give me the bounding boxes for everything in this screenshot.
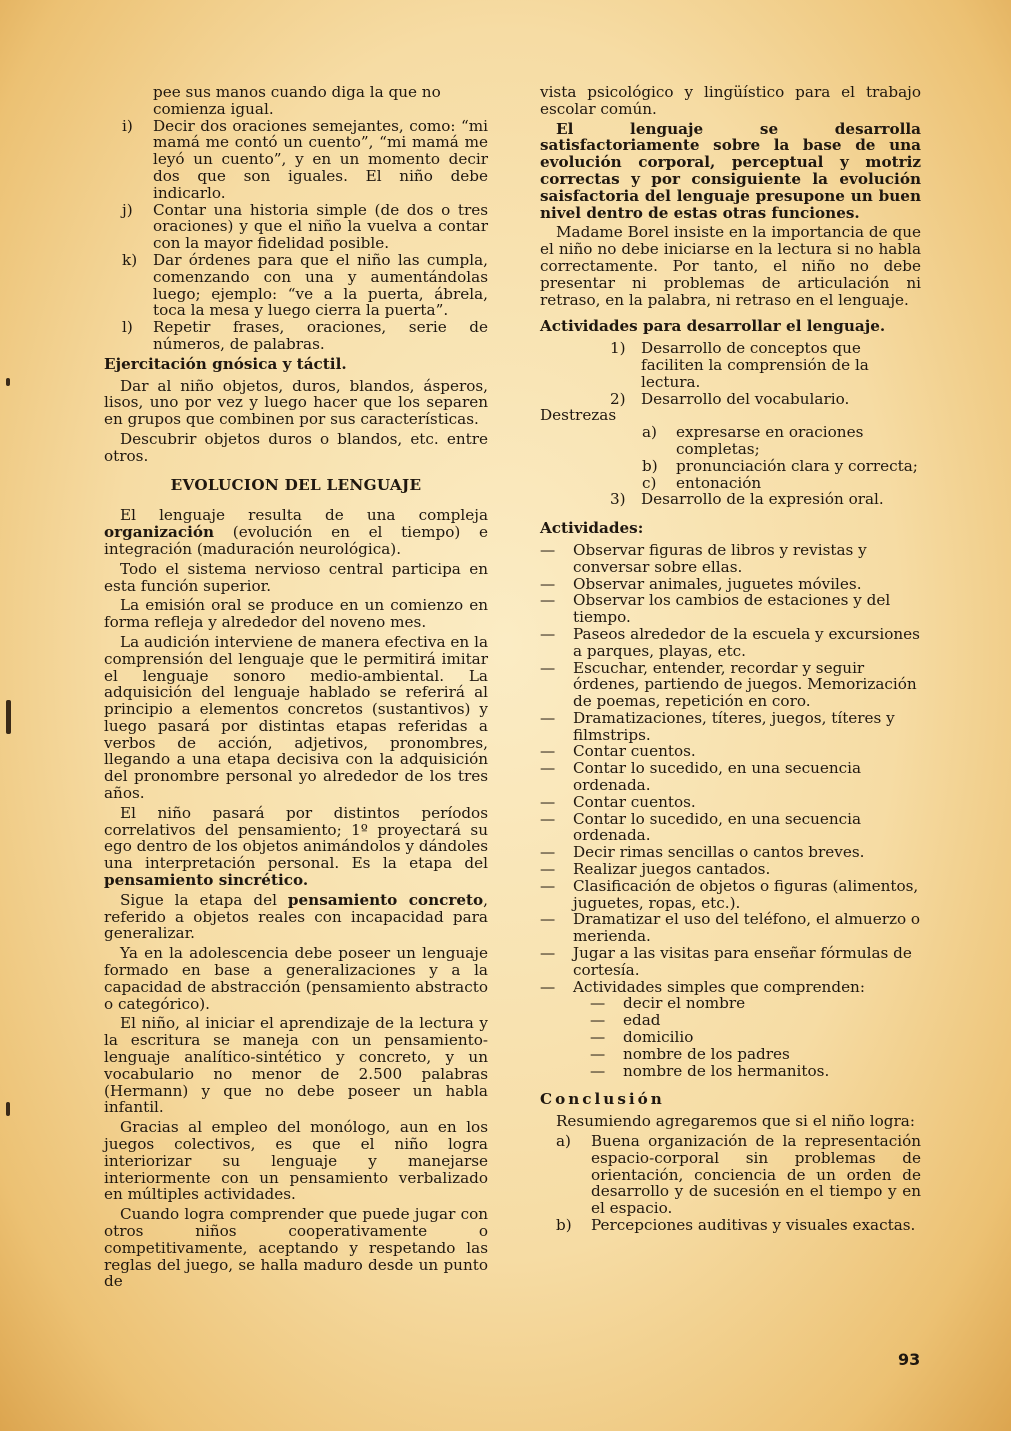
paragraph: Resumiendo agregaremos que si el niño logra: [556, 1112, 915, 1131]
sub-activity-item: — edad [590, 1011, 661, 1030]
activity-item: — Contar cuentos. [540, 792, 696, 811]
dash-label: — [590, 1028, 606, 1047]
paragraph: El lenguaje resulta de una compleja organización (evolución en el tiempo) e integración (maduración neurológica). [104, 506, 488, 558]
activity-item: — Contar lo sucedido, en una secuencia ordenada. [540, 759, 862, 795]
list-item-l [104, 319, 488, 353]
activity-item: — Contar lo sucedido, en una secuencia ordenada. [540, 809, 862, 845]
paragraph: Todo el sistema nervioso central participa en esta función superior. [104, 559, 488, 595]
paragraph: El niño, al iniciar el aprendizaje de la lectura y la escritura se maneja con un pensamiento-lenguaje analítico-sintético y concreto, y un vocabulario no menor de 2.500 palabras (Hermann) y que no debe poseer un habla infantil. [104, 1014, 488, 1117]
left-column [104, 84, 488, 1293]
paragraph: El niño pasará por distintos períodos correlativos del pensamiento; 1º proyectará su ego dentro de los objetos animándolos y dándoles una interpretación personal. Es la etapa del pensamiento sincrético. [104, 803, 488, 890]
activity-item: — Jugar a las visitas para enseñar fórmulas de cortesía. [540, 944, 912, 979]
dash-label: — [540, 792, 556, 811]
dash-label: — [540, 843, 556, 862]
paragraph: Sigue la etapa del pensamiento concreto, referido a objetos reales con incapacidad para generalizar. [104, 890, 488, 943]
dash-label: — [540, 742, 556, 761]
activity-item: — Contar cuentos. [540, 742, 696, 761]
list-item-i [104, 118, 488, 202]
paragraph: Descubrir objetos duros o blandos, etc. entre otros. [104, 429, 488, 465]
letter-item-c: c) entonación [642, 473, 762, 492]
bold-paragraph: El lenguaje se desarrolla satisfactoriamente sobre la base de una evolución corporal, perceptual y motriz correctas y por consiguiente la evolución saisfactoria del lenguaje presupone un buen nivel dentro de estas otras funciones. [540, 119, 921, 222]
section-heading-actividades: Actividades: [540, 519, 644, 538]
dash-label: — [540, 977, 556, 996]
numbered-item-2: 2) Desarrollo del vocabulario. [610, 389, 850, 408]
list-item-k [104, 252, 488, 319]
page-number: 93 [898, 1350, 921, 1369]
list-item-j [104, 202, 488, 252]
activity-item: — Clasificación de objetos o figuras (alimentos, juguetes, ropas, etc.). [540, 876, 919, 912]
activity-item: — Realizar juegos cantados. [540, 860, 771, 879]
sub-activity-item: — domicilio [590, 1028, 694, 1047]
right-column [540, 84, 921, 1234]
activity-item: — Observar figuras de libros y revistas y conversar sobre ellas. [540, 540, 867, 576]
activity-item: — Dramatizaciones, títeres, juegos, títeres y filmstrips. [540, 708, 895, 744]
list-continuation: pee sus manos cuando diga la que no comienza igual. [153, 83, 441, 118]
activity-item: — Dramatizar el uso del teléfono, el almuerzo o merienda. [540, 910, 921, 946]
letter-item-a: a) expresarse en oraciones completas; [642, 423, 864, 458]
list-text: Repetir frases, oraciones, serie de números, de palabras. [153, 318, 488, 353]
paragraph: vista psicológico y lingüístico para el trabajo escolar común. [540, 83, 921, 118]
paragraph: La emisión oral se produce en un comienzo en forma refleja y alrededor del noveno mes. [104, 596, 488, 632]
paragraph: La audición interviene de manera efectiva en la comprensión del lenguaje que le permitirá imitar el lenguaje sonoro medio-ambiental. La adquisición del lenguaje hablado se referirá al principio a elementos concretos (sustantivos) y luego pasará por distintas etapas referidas a verbos de acción, adjetivos, pronombres, llegando a una etapa decisiva con la adquisición del pronombre personal yo alrededor de los tres años. [104, 632, 488, 803]
margin-mark [6, 1102, 10, 1116]
dash-label: — [590, 1011, 606, 1030]
dash-label: — [540, 759, 556, 778]
dash-label: — [590, 1061, 606, 1080]
margin-mark [6, 700, 11, 734]
activity-item: — Paseos alrededor de la escuela y excursiones a parques, playas, etc. [540, 624, 920, 660]
dash-label: — [540, 574, 556, 593]
dash-label: — [540, 860, 556, 879]
dash-label: — [540, 809, 556, 828]
numbered-item-3: 3) Desarrollo de la expresión oral. [610, 490, 884, 509]
section-heading-actividades-desarrollar: Actividades para desarrollar el lenguaje. [540, 317, 886, 336]
conclusion-item-b: b) Percepciones auditivas y visuales exactas. [556, 1216, 916, 1234]
paragraph: Madame Borel insiste en la importancia de que el niño no debe iniciarse en la lectura si no habla correctamente. Por tanto, el niño no debe presentar ni problemas de articulación ni retraso, en la palabra, ni retraso en el lenguaje. [540, 223, 921, 309]
section-heading-conclusion: Conclusión [540, 1090, 665, 1109]
paragraph: Dar al niño objetos, duros, blandos, ásperos, lisos, uno por vez y luego hacer que los separen en grupos que combinen por sus características. [104, 376, 488, 429]
letter-item-b: b) pronunciación clara y correcta; [642, 456, 918, 475]
dash-label: — [540, 540, 556, 559]
dash-label: — [540, 910, 556, 929]
sub-activity-item: — decir el nombre [590, 994, 746, 1013]
activity-item: — Actividades simples que comprenden: [540, 977, 865, 996]
numbered-item-1: 1) Desarrollo de conceptos que faciliten la comprensión de la lectura. [610, 339, 869, 391]
dash-label: — [590, 1044, 606, 1063]
activity-item: — Observar los cambios de estaciones y del tiempo. [540, 591, 891, 627]
paragraph: Cuando logra comprender que puede jugar con otros niños cooperativamente o competitivamente, aceptando y respetando las reglas del juego, se halla maduro desde un punto de [104, 1205, 488, 1291]
list-text: Decir dos oraciones semejantes, como: “mi mamá me contó un cuento”, “mi mamá me leyó un cuento”, y en un momento decir dos que son iguales. El niño debe indicarlo. [153, 116, 488, 202]
dash-label: — [590, 994, 606, 1013]
section-heading-gnosica: Ejercitación gnósica y táctil. [104, 354, 347, 373]
dash-label: — [540, 591, 556, 610]
list-label: l) [122, 318, 133, 337]
list-label: j) [122, 200, 133, 219]
margin-mark [6, 378, 10, 386]
list-text: Dar órdenes para que el niño las cumpla, comenzando con una y aumentándolas luego; ejemplo: “ve a la puerta, ábrela, toca la mesa y luego cierra la puerta”. [153, 250, 488, 320]
activity-item: — Observar animales, juguetes móviles. [540, 574, 862, 593]
list-label: i) [122, 116, 133, 135]
list-text: Contar una historia simple (de dos o tres oraciones) y que el niño la vuelva a contar con la mayor fidelidad posible. [153, 200, 488, 253]
dash-label: — [540, 658, 556, 677]
section-heading-evolucion: EVOLUCION DEL LENGUAJE [170, 475, 422, 494]
paragraph: Gracias al empleo del monólogo, aun en los juegos colectivos, es que el niño logra interiorizar su lenguaje y manejarse interiormente con un pensamiento verbalizado en múltiples actividades. [104, 1118, 488, 1204]
sub-activity-item: — nombre de los hermanitos. [590, 1061, 830, 1080]
dash-label: — [540, 944, 556, 963]
destrezas-label: Destrezas [540, 406, 617, 425]
conclusion-item-a: a) Buena organización de la representación espacio-corporal sin problemas de orientación, conciencia de un orden de desarrollo y de sucesión en el tiempo y en el espacio. [556, 1132, 921, 1218]
activity-item: — Decir rimas sencillas o cantos breves. [540, 843, 865, 862]
list-label: k) [122, 250, 138, 269]
paragraph: Ya en la adolescencia debe poseer un lenguaje formado en base a generalizaciones y a la capacidad de abstracción (pensamiento abstracto o categórico). [104, 944, 488, 1013]
activity-item: — Escuchar, entender, recordar y seguir órdenes, partiendo de juegos. Memorización de poemas, repetición en coro. [540, 658, 917, 711]
dash-label: — [540, 876, 556, 895]
dash-label: — [540, 624, 556, 643]
sub-activity-item: — nombre de los padres [590, 1044, 790, 1063]
dash-label: — [540, 708, 556, 727]
